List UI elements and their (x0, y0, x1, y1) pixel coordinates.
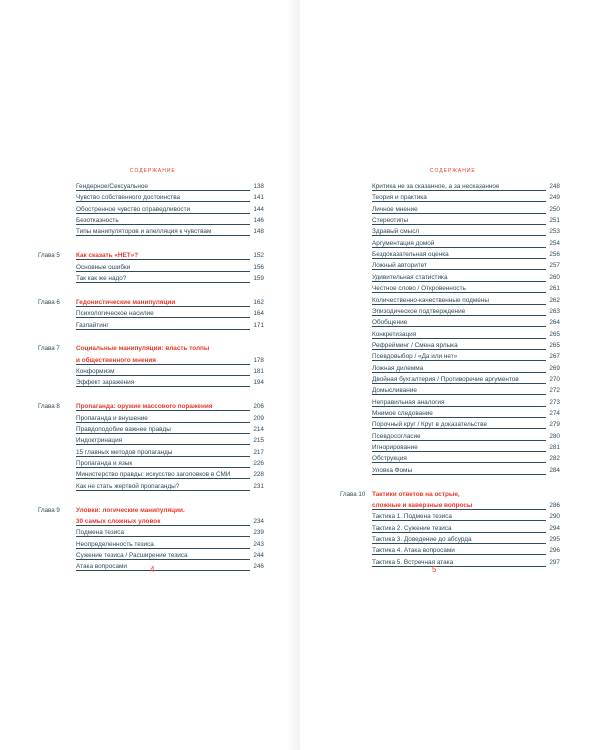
leader-line (372, 213, 546, 214)
entry-label: Псевдосогласие (372, 432, 421, 440)
toc-entry (372, 432, 560, 442)
entry-label: Пропаганда и язык (76, 460, 133, 467)
chapter-heading (76, 356, 264, 366)
toc-entry (372, 386, 560, 396)
leader-line (76, 201, 250, 202)
toc-entry (372, 261, 560, 271)
page-ref: 214 (253, 425, 264, 433)
leader-line (76, 444, 250, 445)
page-ref: 267 (549, 353, 560, 361)
leader-line (76, 375, 250, 376)
page-ref: 257 (549, 262, 560, 270)
toc-entry (372, 318, 560, 328)
chapter-title: Уловки: логические манипуляции. (76, 506, 185, 514)
page-ref: 171 (253, 321, 264, 329)
toc-entry (76, 378, 264, 388)
chapter-heading (76, 251, 264, 261)
chapter-title: 30 самых сложных уловок (76, 517, 161, 525)
leader-line (76, 259, 250, 260)
toc-entry (76, 551, 264, 561)
page-ref: 264 (549, 319, 560, 327)
toc-entry (76, 263, 264, 273)
leader-line (76, 548, 250, 549)
leader-line (372, 532, 546, 533)
chapter-title: Тактики ответов на острые, (372, 490, 460, 498)
toc-entry (372, 535, 560, 545)
toc-entry (372, 330, 560, 340)
leader-line (372, 349, 546, 350)
leader-line (372, 190, 546, 191)
toc-entry (76, 436, 264, 446)
toc-entry (372, 512, 560, 522)
leader-line (372, 417, 546, 418)
leader-line (372, 474, 546, 475)
chapter-number: Глава 7 (38, 345, 60, 353)
leader-line (76, 559, 250, 560)
toc-entry (76, 540, 264, 550)
toc-entry (76, 470, 264, 480)
page-ref: 164 (253, 310, 264, 318)
leader-line (76, 478, 250, 479)
entry-label: Мнимое следование (372, 410, 433, 417)
entry-label: Пропаганда и внушение (76, 414, 148, 422)
page-ref: 269 (549, 364, 560, 372)
page-ref: 286 (549, 501, 560, 509)
page-ref: 144 (253, 205, 264, 213)
page-ref: 249 (549, 194, 560, 202)
toc-entry (372, 193, 560, 203)
entry-label: Рефрейминг / Смена ярлыка (372, 341, 458, 349)
chapter-heading (76, 506, 264, 516)
page-ref: 152 (253, 252, 264, 260)
toc-entry (372, 443, 560, 453)
leader-line (372, 315, 546, 316)
page-ref: 178 (253, 356, 264, 364)
entry-label: Ложная дилемма (372, 364, 424, 372)
entry-label: Домысливание (372, 387, 417, 395)
entry-label: Теория и практика (372, 194, 427, 202)
leader-line (372, 224, 546, 225)
toc-entry (76, 309, 264, 319)
page-ref: 162 (253, 298, 264, 306)
right-page (300, 0, 600, 750)
entry-label: Чувство собственного достоинства (76, 194, 181, 202)
page-ref: 274 (549, 410, 560, 417)
entry-label: Обостренное чувство справедливости (76, 205, 191, 213)
entry-label: Тактика 1. Подмена тезиса (372, 513, 452, 521)
toc-entry (76, 321, 264, 331)
entry-label: Игнорирование (372, 444, 418, 452)
page-ref: 279 (549, 421, 560, 429)
entry-label: Эффект заражения (76, 379, 135, 387)
entry-label: Конформизм (76, 368, 115, 376)
leader-line (76, 467, 250, 468)
leader-line (372, 360, 546, 361)
toc-entry (76, 482, 264, 492)
toc-entry (76, 367, 264, 377)
page-ref: 256 (549, 251, 560, 259)
leader-line (372, 201, 546, 202)
entry-label: Тактика 3. Доведение до абсурда (372, 536, 472, 543)
toc-entry (76, 227, 264, 237)
entry-label: Как не стать жертвой пропаганды? (76, 482, 180, 490)
page-ref: 243 (253, 540, 264, 548)
toc-entry (372, 307, 560, 317)
page-ref: 146 (253, 217, 264, 225)
toc-entry (372, 273, 560, 283)
entry-label: Количественно-качественные подмены (372, 296, 489, 304)
toc-entry (372, 250, 560, 260)
entry-label: Стереотипы (372, 217, 409, 225)
toc-entry (372, 216, 560, 226)
page-ref: 251 (549, 217, 560, 225)
page-ref: 270 (549, 375, 560, 383)
leader-line (76, 329, 250, 330)
entry-label: Псевдовыбор / «Да или нет» (372, 353, 458, 361)
toc-entry (76, 562, 264, 572)
page-number: 5 (432, 565, 437, 574)
toc-entry (372, 284, 560, 294)
leader-line (372, 462, 546, 463)
entry-label: Тактика 4. Атака вопросами (372, 547, 455, 555)
page-ref: 159 (253, 274, 264, 282)
entry-label: Сужение тезиса / Расширение тезиса (76, 551, 188, 559)
toc-entry (76, 182, 264, 192)
entry-label: Подмена тезиса (76, 529, 125, 537)
entry-label: 15 главных методов пропаганды (76, 448, 173, 456)
page-ref: 250 (549, 205, 560, 213)
toc-entry (372, 524, 560, 534)
toc-entry (372, 364, 560, 374)
toc-entry (76, 448, 264, 458)
entry-label: Психологическое насилие (76, 310, 154, 318)
chapter-title: Гедонистические манипуляции (76, 298, 176, 306)
toc-entry (76, 205, 264, 215)
chapter-heading (372, 490, 560, 500)
chapter-title: и общественного мнения (76, 356, 157, 364)
leader-line (372, 383, 546, 384)
page-ref: 141 (253, 194, 264, 202)
entry-label: Уловка Фомы (372, 466, 413, 474)
entry-label: Аргументация домой (372, 239, 435, 247)
chapter-number: Глава 5 (38, 252, 60, 260)
toc-entry (372, 454, 560, 464)
page-ref: 265 (549, 330, 560, 338)
leader-line (76, 317, 250, 318)
leader-line (76, 235, 250, 236)
entry-label: Обструкция (372, 455, 407, 463)
leader-line (76, 570, 250, 571)
entry-label: Неопределенность тезиса (76, 540, 154, 548)
chapter-title: Пропаганда: оружие массового поражения (76, 403, 213, 411)
entry-label: Обобщение (372, 319, 408, 327)
page-ref: 294 (549, 524, 560, 532)
chapter-number: Глава 9 (38, 506, 60, 514)
chapter-number: Глава 6 (38, 298, 60, 306)
chapter-title: сложные и каверзные вопросы (372, 501, 473, 509)
page-ref: 234 (253, 517, 264, 525)
toc-entry (76, 459, 264, 469)
leader-line (372, 281, 546, 282)
chapter-number: Глава 10 (340, 490, 366, 498)
page-ref: 246 (253, 563, 264, 571)
chapter-heading (76, 517, 264, 527)
leader-line (372, 406, 546, 407)
entry-label: Ложный авторитет (372, 262, 427, 270)
page-ref: 260 (549, 273, 560, 281)
leader-line (76, 456, 250, 457)
page-ref: 254 (549, 239, 560, 247)
page-ref: 231 (253, 482, 264, 490)
toc-entry (76, 274, 264, 284)
toc-entry (372, 420, 560, 430)
page-ref: 282 (549, 455, 560, 463)
page-ref: 263 (549, 307, 560, 315)
leader-line (76, 422, 250, 423)
page-ref: 226 (253, 460, 264, 467)
page-ref: 297 (549, 558, 560, 566)
entry-label: Тактика 2. Сужение тезиса (372, 524, 452, 532)
entry-label: Эпизодическое подтверждение (372, 307, 466, 315)
entry-label: Порочный круг / Круг в доказательстве (372, 421, 488, 429)
page-ref: 156 (253, 263, 264, 271)
leader-line (372, 258, 546, 259)
entry-label: Типы манипуляторов и апелляция к чувствам (76, 228, 212, 236)
page-header: СОДЕРЖАНИЕ (430, 168, 476, 174)
chapter-title: Как сказать «НЕТ»? (76, 252, 139, 260)
page-ref: 148 (253, 228, 264, 236)
toc-entry (372, 205, 560, 215)
entry-label: Личное мнение (372, 205, 418, 213)
toc-entry (76, 414, 264, 424)
toc-entry (372, 239, 560, 249)
toc-entry (372, 558, 560, 568)
leader-line (372, 304, 546, 305)
toc-entry (372, 227, 560, 237)
page-ref: 262 (549, 296, 560, 304)
page-ref: 296 (549, 547, 560, 555)
leader-line (372, 247, 546, 248)
page-ref: 265 (549, 341, 560, 349)
leader-line (372, 509, 546, 510)
leader-line (372, 235, 546, 236)
toc-entry (372, 466, 560, 476)
entry-label: Критика не за сказанное, а за несказанное (372, 183, 500, 190)
page-ref: 248 (549, 183, 560, 190)
leader-line (372, 451, 546, 452)
entry-label: Двойная бухгалтерия / Противоречие аргументов (372, 375, 519, 383)
leader-line (372, 394, 546, 395)
leader-line (76, 213, 250, 214)
toc-entry (76, 216, 264, 226)
entry-label: Газлайтинг (76, 321, 109, 329)
page-ref: 181 (253, 368, 264, 376)
entry-label: Основные ошибки (76, 263, 131, 271)
toc-entry (372, 182, 560, 192)
entry-label: Атака вопросами (76, 563, 127, 571)
leader-line (76, 271, 250, 272)
toc-entry (76, 425, 264, 435)
chapter-heading (76, 402, 264, 412)
page-ref: 272 (549, 387, 560, 395)
page-ref: 261 (549, 285, 560, 293)
toc-entry (372, 398, 560, 408)
leader-line (372, 554, 546, 555)
leader-line (372, 566, 546, 567)
page-ref: 215 (253, 437, 264, 445)
leader-line (372, 428, 546, 429)
page-ref: 239 (253, 529, 264, 537)
toc-entry (372, 296, 560, 306)
leader-line (76, 386, 250, 387)
page-ref: 217 (253, 448, 264, 456)
chapter-heading (76, 298, 264, 308)
page-header: СОДЕРЖАНИЕ (130, 168, 176, 174)
entry-label: Конкретизация (372, 330, 417, 338)
leader-line (76, 525, 250, 526)
entry-label: Индоктринация (76, 437, 123, 445)
page-ref: 281 (549, 444, 560, 452)
leader-line (76, 190, 250, 191)
page-ref: 138 (253, 183, 264, 190)
entry-label: Тактика 5. Встречная атака (372, 558, 454, 566)
leader-line (372, 269, 546, 270)
entry-label: Бездоказательная оценка (372, 251, 449, 259)
leader-line (76, 410, 250, 411)
entry-label: Честное слово / Откровенность (372, 285, 466, 293)
toc-entry (76, 193, 264, 203)
leader-line (76, 364, 250, 365)
leader-line (76, 282, 250, 283)
page-ref: 228 (253, 471, 264, 479)
leader-line (372, 520, 546, 521)
entry-label: Здравый смысл (372, 228, 420, 236)
page-ref: 280 (549, 432, 560, 440)
leader-line (76, 224, 250, 225)
toc-entry (372, 375, 560, 385)
chapter-title: Социальные манипуляции: власть толпы (76, 345, 210, 353)
toc-entry (372, 409, 560, 419)
entry-label: Гендерное/Сексуальное (76, 183, 148, 190)
page-ref: 244 (253, 551, 264, 559)
entry-label: Неправильная аналогия (372, 398, 445, 406)
chapter-heading (76, 344, 264, 354)
leader-line (372, 292, 546, 293)
leader-line (372, 372, 546, 373)
toc-entry (372, 546, 560, 556)
page-ref: 209 (253, 414, 264, 422)
entry-label: Так как же надо? (76, 274, 127, 282)
leader-line (372, 326, 546, 327)
leader-line (372, 543, 546, 544)
page-ref: 273 (549, 398, 560, 406)
leader-line (76, 490, 250, 491)
toc-entry (372, 341, 560, 351)
page-ref: 295 (549, 536, 560, 543)
page-number: 4 (150, 565, 155, 574)
toc-entry (372, 352, 560, 362)
page-ref: 290 (549, 513, 560, 521)
page-ref: 194 (253, 379, 264, 387)
toc-entry (76, 528, 264, 538)
chapter-number: Глава 8 (38, 403, 60, 411)
chapter-heading (372, 501, 560, 511)
page-ref: 206 (253, 403, 264, 411)
leader-line (76, 306, 250, 307)
entry-label: Удивительная статистика (372, 273, 448, 281)
page-ref: 284 (549, 466, 560, 474)
leader-line (372, 338, 546, 339)
entry-label: Министерство правды: искусство заголовков в СМИ (76, 471, 231, 479)
entry-label: Правдоподобие важнее правды (76, 425, 171, 433)
leader-line (76, 433, 250, 434)
page-ref: 253 (549, 228, 560, 236)
leader-line (372, 440, 546, 441)
leader-line (76, 536, 250, 537)
entry-label: Безотказность (76, 217, 119, 225)
